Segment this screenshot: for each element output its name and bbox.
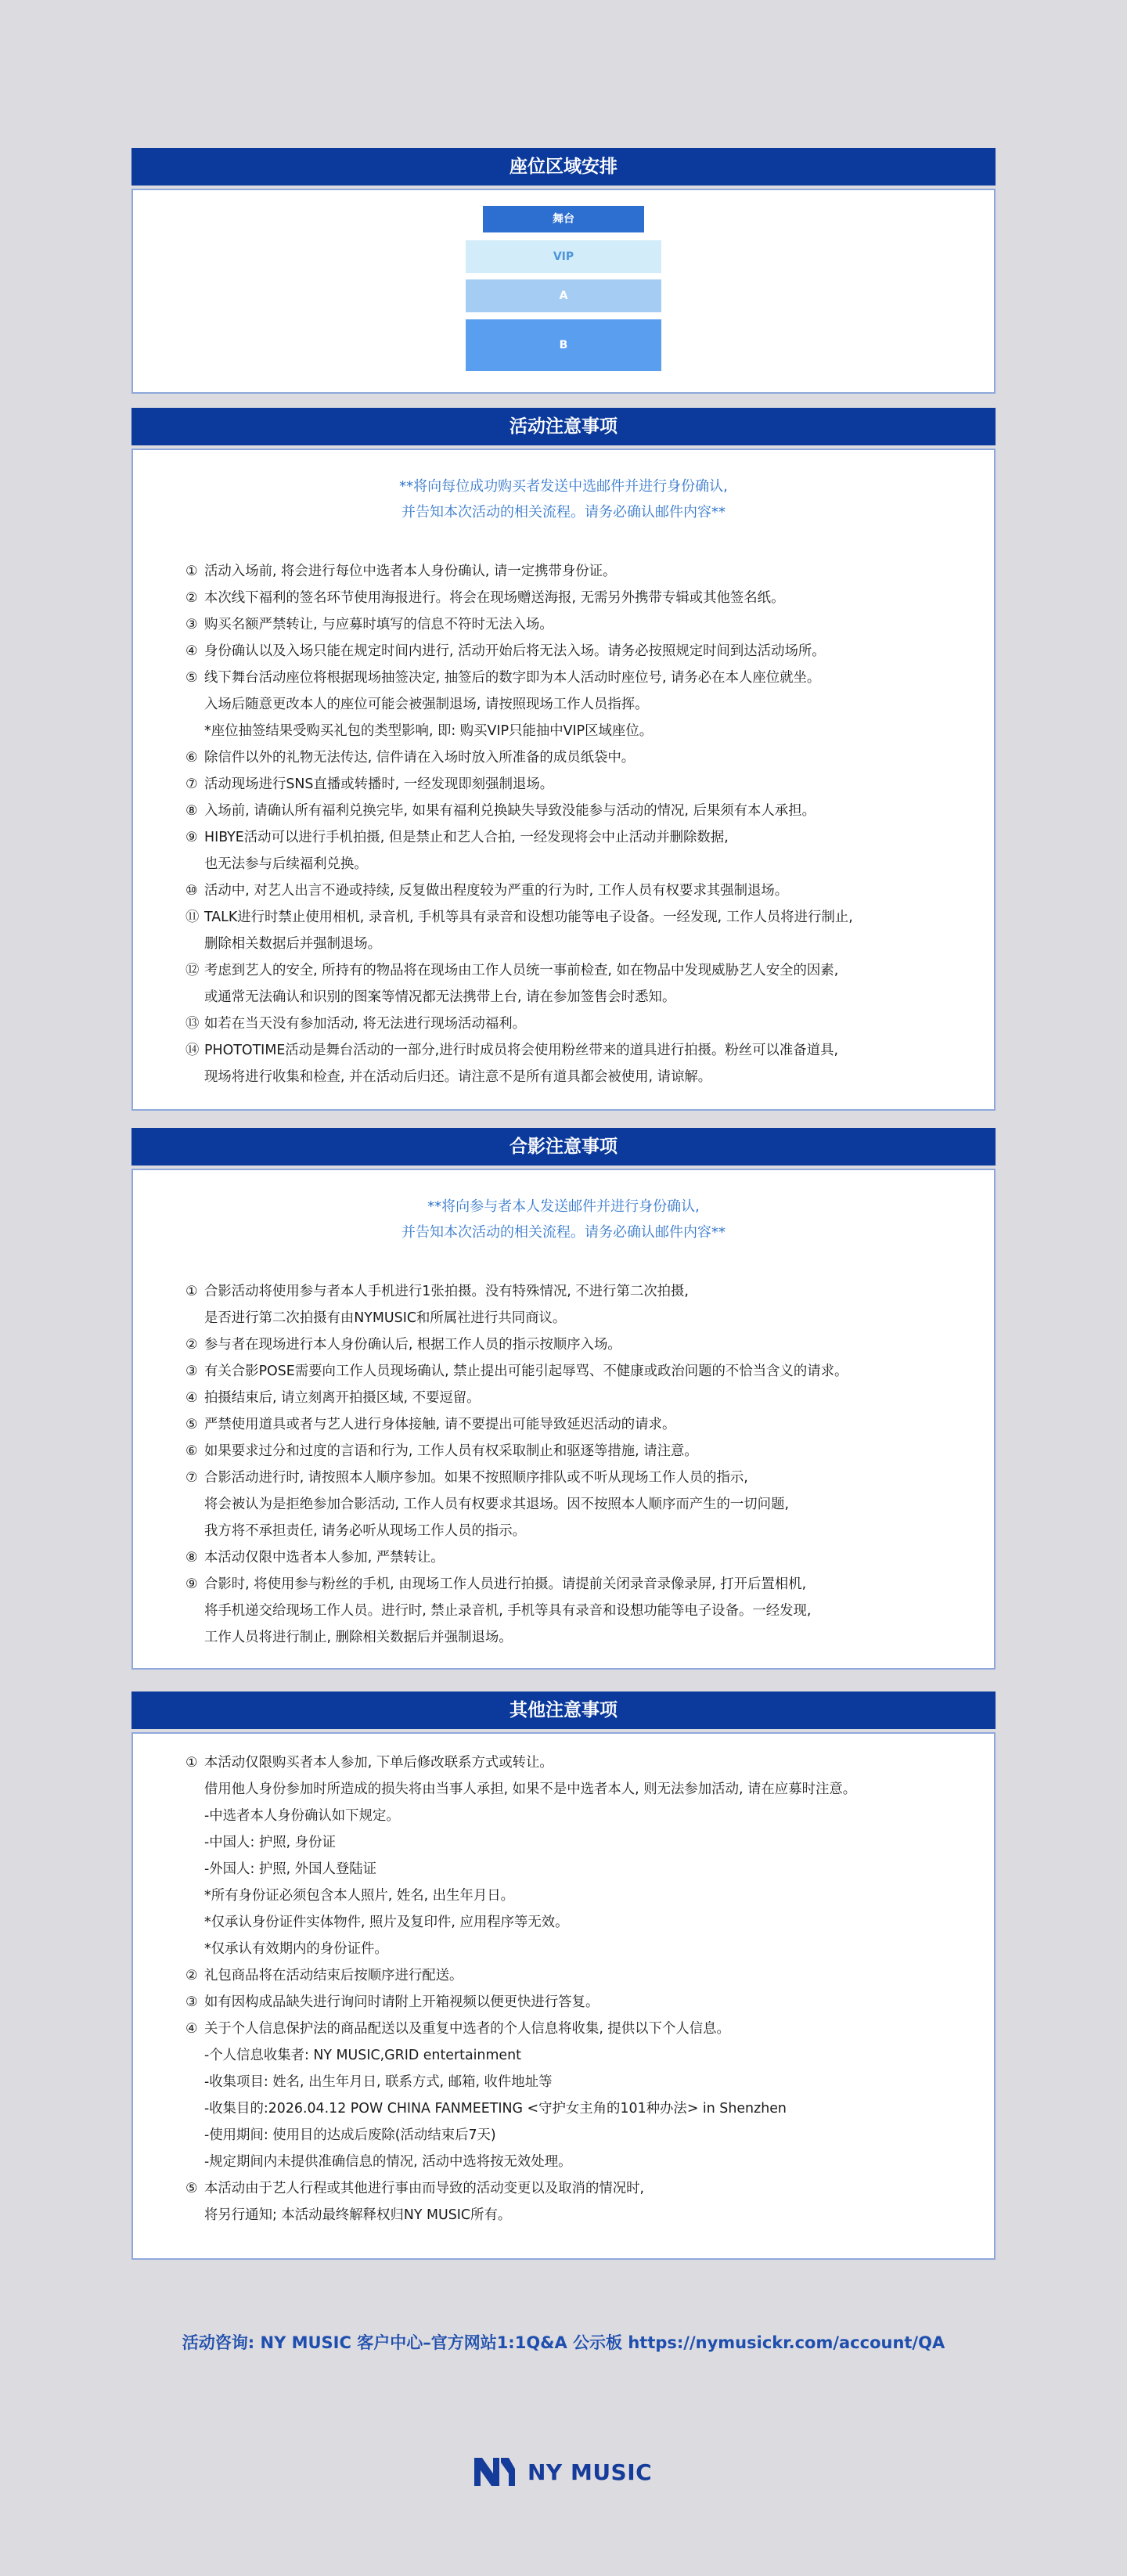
item-text: 合影活动进行时, 请按照本人顺序参加。如果不按照顺序排队或不听从现场工作人员的指示,	[204, 1470, 748, 1486]
item-number: ④	[185, 2021, 198, 2037]
item-text: 合影活动将使用参与者本人手机进行1张拍摄。没有特殊情况, 不进行第二次拍摄,	[204, 1284, 689, 1299]
item-text: *所有身份证必须包含本人照片, 姓名, 出生年月日。	[204, 1888, 515, 1904]
activity-list	[133, 558, 994, 1090]
item-number: ②	[185, 1968, 198, 1983]
activity-list-item	[185, 691, 994, 718]
item-number: ⑨	[185, 1576, 198, 1592]
item-text: 现场将进行收集和检查, 并在活动后归还。请注意不是所有道具都会被使用, 请谅解。	[204, 1069, 712, 1085]
item-number: ⑧	[185, 1550, 198, 1565]
item-number: ⑩	[185, 883, 198, 899]
item-number: ⑧	[185, 803, 198, 819]
other-list-item	[185, 1776, 994, 1803]
photo-list-item	[185, 1278, 994, 1305]
item-number: ⑥	[185, 1443, 198, 1459]
photo-list-item	[185, 1465, 994, 1491]
item-text: 拍摄结束后, 请立刻离开拍摄区域, 不要逗留。	[204, 1390, 481, 1406]
other-list-item	[185, 1856, 994, 1882]
seating-section	[131, 148, 996, 394]
other-list-item	[185, 1909, 994, 1936]
item-text: 本次线下福利的签名环节使用海报进行。将会在现场赠送海报, 无需另外携带专辑或其他签名纸。	[204, 590, 785, 606]
item-text: 参与者在现场进行本人身份确认后, 根据工作人员的指示按顺序入场。	[204, 1337, 621, 1353]
ny-music-logo-icon	[473, 2456, 517, 2488]
photo-notice-line2: 并告知本次活动的相关流程。请务必确认邮件内容**	[401, 1224, 726, 1241]
item-number: ⑤	[185, 2181, 198, 2196]
item-text: 活动中, 对艺人出言不逊或持续, 反复做出程度较为严重的行为时, 工作人员有权要求其强制退场。	[204, 883, 789, 899]
item-text: TALK进行时禁止使用相机, 录音机, 手机等具有录音和设想功能等电子设备。一经发现, 工作人员将进行制止,	[204, 910, 853, 925]
other-list-item	[185, 2016, 994, 2042]
item-text: *座位抽签结果受购买礼包的类型影响, 即: 购买VIP只能抽中VIP区域座位。	[204, 723, 654, 739]
activity-list-item	[185, 824, 994, 851]
photo-title: 合影注意事项	[131, 1128, 996, 1166]
item-number: ⑦	[185, 1470, 198, 1486]
item-text: 活动入场前, 将会进行每位中选者本人身份确认, 请一定携带身份证。	[204, 564, 617, 579]
activity-list-item	[185, 957, 994, 984]
photo-list-item	[185, 1411, 994, 1438]
activity-body	[131, 449, 996, 1111]
logo-text: NY MUSIC	[527, 2459, 653, 2485]
activity-notice	[133, 474, 994, 525]
photo-list-item	[185, 1438, 994, 1465]
item-text: -规定期间内未提供准确信息的情况, 活动中选将按无效处理。	[204, 2154, 572, 2170]
activity-list-item	[185, 798, 994, 824]
activity-list-item	[185, 638, 994, 665]
item-text: 身份确认以及入场只能在规定时间内进行, 活动开始后将无法入场。请务必按照规定时间到达活动场所。	[204, 643, 826, 659]
other-body	[131, 1732, 996, 2260]
other-list-item	[185, 2042, 994, 2069]
item-text: 本活动仅限购买者本人参加, 下单后修改联系方式或转让。	[204, 1755, 553, 1771]
item-text: -收集项目: 姓名, 出生年月日, 联系方式, 邮箱, 收件地址等	[204, 2074, 553, 2090]
photo-list-item	[185, 1331, 994, 1358]
zone-a-block: A	[466, 279, 661, 312]
item-number: ⑨	[185, 830, 198, 845]
photo-notice	[133, 1194, 994, 1245]
item-text: 如若在当天没有参加活动, 将无法进行现场活动福利。	[204, 1016, 527, 1032]
item-text: -使用期间: 使用目的达成后废除(活动结束后7天)	[204, 2127, 496, 2143]
activity-list-item	[185, 1064, 994, 1090]
seating-chart	[131, 189, 996, 394]
other-list	[133, 1749, 994, 2228]
item-text: 如果要求过分和过度的言语和行为, 工作人员有权采取制止和驱逐等措施, 请注意。	[204, 1443, 698, 1459]
other-list-item	[185, 2095, 994, 2122]
other-list-item	[185, 1989, 994, 2016]
item-number: ②	[185, 1337, 198, 1353]
item-text: 本活动由于艺人行程或其他进行事由而导致的活动变更以及取消的情况时,	[204, 2181, 645, 2196]
stage-block: 舞台	[483, 206, 644, 232]
activity-list-item	[185, 904, 994, 931]
activity-list-item	[185, 665, 994, 691]
item-text: 考虑到艺人的安全, 所持有的物品将在现场由工作人员统一事前检查, 如在物品中发现威胁艺人安全的因素,	[204, 963, 839, 978]
other-list-item	[185, 1962, 994, 1989]
item-text: 合影时, 将使用参与粉丝的手机, 由现场工作人员进行拍摄。请提前关闭录音录像录屏, 打开后置相机,	[204, 1576, 807, 1592]
item-number: ①	[185, 1284, 198, 1299]
item-number: ③	[185, 1364, 198, 1379]
item-number: ①	[185, 564, 198, 579]
item-number: ⑬	[185, 1016, 200, 1032]
item-text: *仅承认身份证件实体物件, 照片及复印件, 应用程序等无效。	[204, 1915, 569, 1930]
photo-list-item	[185, 1624, 994, 1651]
item-number: ②	[185, 590, 198, 606]
activity-list-item	[185, 931, 994, 957]
activity-list-item	[185, 984, 994, 1011]
item-text: 我方将不承担责任, 请务必听从现场工作人员的指示。	[204, 1523, 527, 1539]
activity-notice-line2: 并告知本次活动的相关流程。请务必确认邮件内容**	[401, 504, 726, 521]
activity-list-item	[185, 771, 994, 798]
item-text: -个人信息收集者: NY MUSIC,GRID entertainment	[204, 2048, 521, 2063]
item-text: 有关合影POSE需要向工作人员现场确认, 禁止提出可能引起辱骂、不健康或政治问题的不恰当含义的请求。	[204, 1364, 848, 1379]
photo-list-item	[185, 1491, 994, 1518]
item-number: ④	[185, 643, 198, 659]
item-text: 或通常无法确认和识别的图案等情况都无法携带上台, 请在参加签售会时悉知。	[204, 989, 676, 1005]
item-number: ④	[185, 1390, 198, 1406]
photo-list-item	[185, 1544, 994, 1571]
other-list-item	[185, 1882, 994, 1909]
ny-music-logo	[473, 2455, 654, 2489]
other-list-item	[185, 1803, 994, 1829]
photo-list-item	[185, 1598, 994, 1624]
zone-b-block: B	[466, 319, 661, 371]
photo-list-item	[185, 1305, 994, 1331]
item-text: 活动现场进行SNS直播或转播时, 一经发现即刻强制退场。	[204, 776, 554, 792]
item-number: ⑤	[185, 1417, 198, 1432]
photo-list-item	[185, 1358, 994, 1385]
other-list-item	[185, 2175, 994, 2202]
item-number: ⑤	[185, 670, 198, 686]
item-text: 将另行通知; 本活动最终解释权归NY MUSIC所有。	[204, 2207, 512, 2223]
other-list-item	[185, 2122, 994, 2149]
item-text: 购买名额严禁转让, 与应募时填写的信息不符时无法入场。	[204, 617, 553, 632]
item-text: -收集目的:2026.04.12 POW CHINA FANMEETING <守护女主角的101种办法> in Shenzhen	[204, 2101, 787, 2117]
item-number: ①	[185, 1755, 198, 1771]
item-number: ⑦	[185, 776, 198, 792]
photo-list-item	[185, 1385, 994, 1411]
item-text: 将会被认为是拒绝参加合影活动, 工作人员有权要求其退场。因不按照本人顺序而产生的一切问题,	[204, 1497, 789, 1512]
contact-info: 活动咨询: NY MUSIC 客户中心–官方网站1:1Q&A 公示板 https://nymusickr.com/account/QA	[182, 2333, 945, 2352]
activity-list-item	[185, 611, 994, 638]
activity-list-item	[185, 851, 994, 877]
item-number: ⑭	[185, 1043, 200, 1058]
item-text: 将手机递交给现场工作人员。进行时, 禁止录音机, 手机等具有录音和设想功能等电子设备。一经发现,	[204, 1603, 812, 1619]
item-text: HIBYE活动可以进行手机拍摄, 但是禁止和艺人合拍, 一经发现将会中止活动并删除数据,	[204, 830, 729, 845]
other-title: 其他注意事项	[131, 1692, 996, 1729]
item-text: 入场前, 请确认所有福利兑换完毕, 如果有福利兑换缺失导致没能参与活动的情况, 后果须有本人承担。	[204, 803, 816, 819]
photo-body	[131, 1169, 996, 1670]
item-text: 入场后随意更改本人的座位可能会被强制退场, 请按照现场工作人员指挥。	[204, 697, 649, 712]
activity-list-item	[185, 877, 994, 904]
item-text: 工作人员将进行制止, 删除相关数据后并强制退场。	[204, 1630, 513, 1645]
activity-list-item	[185, 1011, 994, 1037]
item-number: ⑫	[185, 963, 200, 978]
other-list-item	[185, 1749, 994, 1776]
photo-list-item	[185, 1571, 994, 1598]
activity-list-item	[185, 1037, 994, 1064]
activity-notice-line1: **将向每位成功购买者发送中选邮件并进行身份确认,	[399, 478, 728, 495]
item-text: 除信件以外的礼物无法传达, 信件请在入场时放入所准备的成员纸袋中。	[204, 750, 636, 766]
item-number: ③	[185, 617, 198, 632]
other-list-item	[185, 2149, 994, 2175]
item-text: 是否进行第二次拍摄有由NYMUSIC和所属社进行共同商议。	[204, 1310, 567, 1326]
item-text: -中选者本人身份确认如下规定。	[204, 1808, 400, 1824]
vip-block: VIP	[466, 240, 661, 273]
photo-list	[133, 1278, 994, 1651]
item-text: 借用他人身份参加时所造成的损失将由当事人承担, 如果不是中选者本人, 则无法参加活动, 请在应募时注意。	[204, 1782, 857, 1797]
item-text: 删除相关数据后并强制退场。	[204, 936, 382, 952]
activity-list-item	[185, 718, 994, 744]
item-text: 如有因构成品缺失进行询问时请附上开箱视频以便更快进行答复。	[204, 1994, 600, 2010]
other-section	[131, 1692, 996, 2260]
activity-list-item	[185, 558, 994, 585]
item-text: 也无法参与后续福利兑换。	[204, 856, 368, 872]
item-number: ⑪	[185, 910, 200, 925]
photo-list-item	[185, 1518, 994, 1544]
photo-section	[131, 1128, 996, 1670]
item-text: 本活动仅限中选者本人参加, 严禁转让。	[204, 1550, 445, 1565]
item-number: ③	[185, 1994, 198, 2010]
activity-title: 活动注意事项	[131, 408, 996, 445]
activity-section	[131, 408, 996, 1111]
other-list-item	[185, 1936, 994, 1962]
item-text: -中国人: 护照, 身份证	[204, 1835, 336, 1850]
item-text: 严禁使用道具或者与艺人进行身体接触, 请不要提出可能导致延迟活动的请求。	[204, 1417, 676, 1432]
other-list-item	[185, 2069, 994, 2095]
item-number: ⑥	[185, 750, 198, 766]
other-list-item	[185, 2202, 994, 2228]
item-text: -外国人: 护照, 外国人登陆证	[204, 1861, 377, 1877]
item-text: PHOTOTIME活动是舞台活动的一部分,进行时成员将会使用粉丝带来的道具进行拍摄。粉丝可以准备道具,	[204, 1043, 838, 1058]
item-text: 礼包商品将在活动结束后按顺序进行配送。	[204, 1968, 463, 1983]
photo-notice-line1: **将向参与者本人发送邮件并进行身份确认,	[427, 1198, 700, 1215]
item-text: 关于个人信息保护法的商品配送以及重复中选者的个人信息将收集, 提供以下个人信息。	[204, 2021, 730, 2037]
activity-list-item	[185, 744, 994, 771]
item-text: 线下舞台活动座位将根据现场抽签决定, 抽签后的数字即为本人活动时座位号, 请务必在本人座位就坐。	[204, 670, 821, 686]
item-text: *仅承认有效期内的身份证件。	[204, 1941, 388, 1957]
seating-title: 座位区域安排	[131, 148, 996, 186]
other-list-item	[185, 1829, 994, 1856]
activity-list-item	[185, 585, 994, 611]
